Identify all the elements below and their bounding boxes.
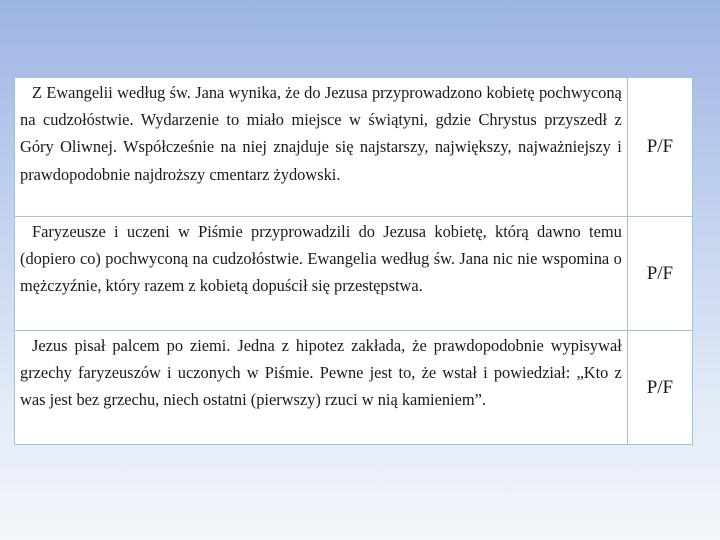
true-false-table [14, 77, 693, 445]
statement-cell: Z Ewangelii według św. Jana wynika, że do Jezusa przyprowadzono kobietę pochwyconą na cudzołóstwie. Wydarzenie to miało miejsce w świątyni, gdzie Chrystus przyszedł z Góry Oliwnej. Współcześnie na niej znajduje się najstarszy, największy, najważniejszy i prawdopodobnie najdroższy cmentarz żydowski. [15, 78, 628, 217]
answer-cell: P/F [627, 217, 692, 331]
answer-cell: P/F [627, 331, 692, 445]
answer-cell: P/F [627, 78, 692, 217]
table-row [15, 217, 693, 331]
table-row [15, 78, 693, 217]
statement-cell: Jezus pisał palcem po ziemi. Jedna z hipotez zakłada, że prawdopodobnie wypisywał grzechy faryzeuszów i uczonych w Piśmie. Pewne jest to, że wstał i powiedział: „Kto z was jest bez grzechu, niech ostatni (pierwszy) rzuci w nią kamieniem”. [15, 331, 628, 445]
table-row [15, 331, 693, 445]
statement-cell: Faryzeusze i uczeni w Piśmie przyprowadzili do Jezusa kobietę, którą dawno temu (dopiero co) pochwyconą na cudzołóstwie. Ewangelia według św. Jana nic nie wspomina o mężczyźnie, który razem z kobietą dopuścił się przestępstwa. [15, 217, 628, 331]
